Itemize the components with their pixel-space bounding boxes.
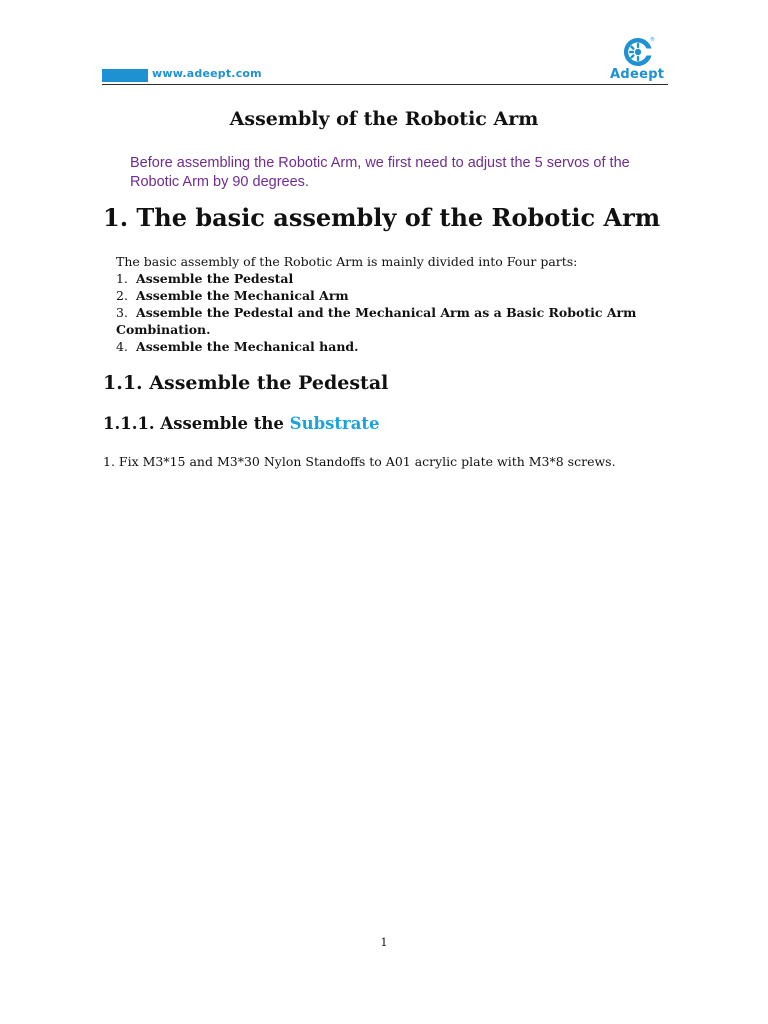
logo-text: Adeept xyxy=(610,67,665,82)
list-item-number: 3. xyxy=(116,305,128,320)
section-1-1-1-accent: Substrate xyxy=(289,414,380,433)
section-1-1-heading: 1.1. Assemble the Pedestal xyxy=(103,372,389,394)
header-accent-bar xyxy=(102,69,148,82)
list-item-number: 4. xyxy=(116,339,128,354)
section-1-heading: 1. The basic assembly of the Robotic Arm xyxy=(103,203,661,232)
list-item xyxy=(116,304,676,338)
header-rule xyxy=(102,84,668,85)
list-item-number: 1. xyxy=(116,271,128,286)
list-item-number: 2. xyxy=(116,288,128,303)
adeept-logo-icon xyxy=(621,35,655,69)
list-item-text: Assemble the Pedestal and the Mechanical Arm as a Basic Robotic Arm Combination. xyxy=(116,305,637,337)
list-item-text: Assemble the Mechanical hand. xyxy=(136,339,359,354)
parts-list xyxy=(116,253,676,355)
list-item-text: Assemble the Mechanical Arm xyxy=(136,288,349,303)
parts-list-lead: The basic assembly of the Robotic Arm is mainly divided into Four parts: xyxy=(116,254,578,269)
page-number: 1 xyxy=(380,936,388,949)
header-url[interactable]: www.adeept.com xyxy=(152,67,262,80)
registered-mark: ® xyxy=(650,37,655,43)
list-item xyxy=(116,270,676,287)
step-text: 1. Fix M3*15 and M3*30 Nylon Standoffs to A01 acrylic plate with M3*8 screws. xyxy=(103,454,616,469)
list-item xyxy=(116,287,676,304)
section-1-1-1-heading xyxy=(103,414,380,433)
intro-note: Before assembling the Robotic Arm, we first need to adjust the 5 servos of the Robotic Arm by 90 degrees. xyxy=(130,155,630,190)
list-item xyxy=(116,338,676,355)
document-title: Assembly of the Robotic Arm xyxy=(229,108,539,130)
list-item-text: Assemble the Pedestal xyxy=(136,271,294,286)
section-1-1-1-prefix: 1.1.1. Assemble the xyxy=(103,414,290,433)
